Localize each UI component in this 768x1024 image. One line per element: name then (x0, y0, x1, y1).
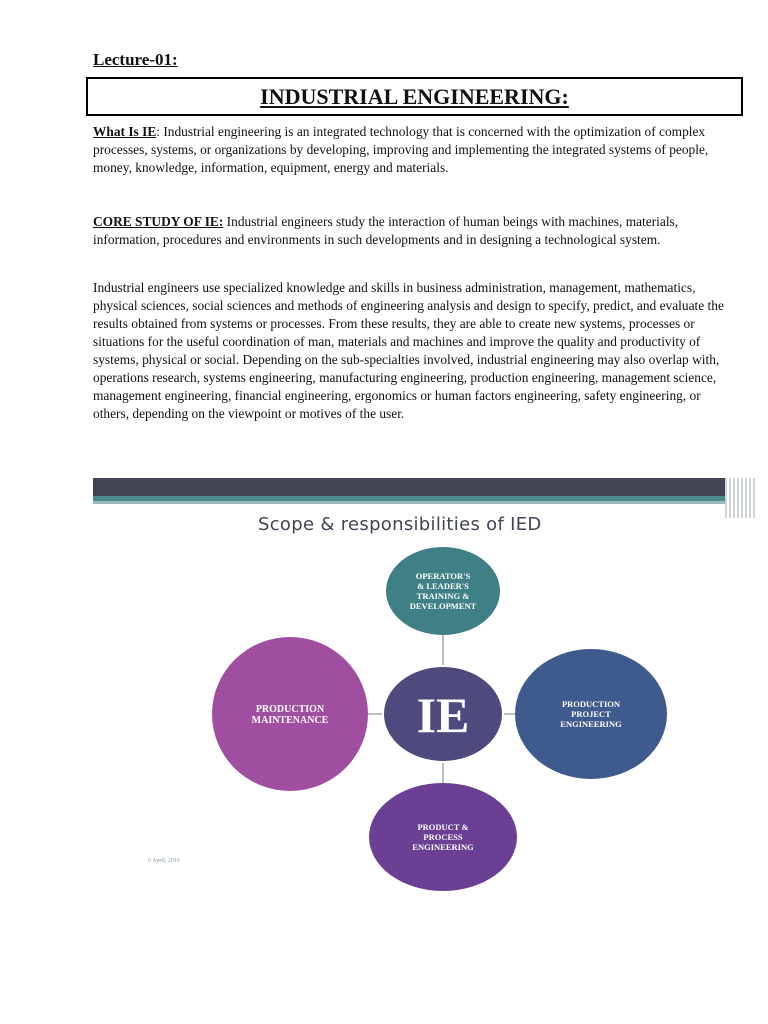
node-right-label: ENGINEERING (560, 718, 622, 729)
lecture-label: Lecture-01: (93, 50, 178, 69)
core-study-text: Industrial engineers study the interaction of human beings with machines, materials, information, procedures and environments in such developments and in designing a technological system. (93, 214, 679, 247)
page-title: INDUSTRIAL ENGINEERING: (260, 83, 569, 109)
diagram-nodes (212, 547, 667, 891)
what-is-ie-label: What Is IE (93, 124, 157, 139)
node-top-label: & LEADER'S (417, 580, 469, 591)
figure-date: 6 April, 2016 (148, 858, 180, 864)
node-bottom-label: ENGINEERING (412, 841, 474, 852)
scope-figure (93, 478, 755, 898)
node-top-label: OPERATOR'S (415, 570, 471, 581)
node-bottom-label: PRODUCT & (417, 821, 469, 832)
node-top-label: DEVELOPMENT (409, 600, 477, 611)
node-right-label: PROJECT (571, 708, 611, 719)
figure-title: Scope & responsibilities of IED (258, 514, 542, 535)
what-is-ie-text: : Industrial engineering is an integrated technology that is concerned with the optimization of complex processes, systems, or organizations by developing, improving and implementing the integrated systems of people, money, knowledge, information, equipment, energy and materials. (93, 124, 709, 175)
node-left-label: PRODUCTION (255, 704, 325, 715)
node-right-label: PRODUCTION (561, 698, 621, 709)
center-node-label: IE (416, 687, 470, 743)
body-paragraph: Industrial engineers use specialized knowledge and skills in business administration, management, mathematics, physical sciences, social sciences and methods of engineering analysis and design to specify, predict, and evaluate the results obtained from systems or processes. From these results, they are able to create new systems, processes or situations for the useful coordination of man, materials and machines and improve the quality and productivity of systems, physical or social. Depending on the sub-specialties involved, industrial engineering may also overlap with, operations research, systems engineering, manufacturing engineering, production engineering, management science, management engineering, financial engineering, ergonomics or human factors engineering, safety engineering, or others, depending on the viewpoint or motives of the user. (93, 280, 724, 421)
node-top-label: TRAINING & (416, 590, 470, 601)
node-bottom-label: PROCESS (423, 831, 463, 842)
what-is-ie-paragraph (93, 123, 733, 177)
core-study-paragraph (93, 213, 733, 249)
title-box (86, 77, 743, 116)
node-left-label: MAINTENANCE (251, 715, 329, 726)
ie-diagram (93, 478, 755, 898)
core-study-label: CORE STUDY OF IE: (93, 214, 224, 229)
